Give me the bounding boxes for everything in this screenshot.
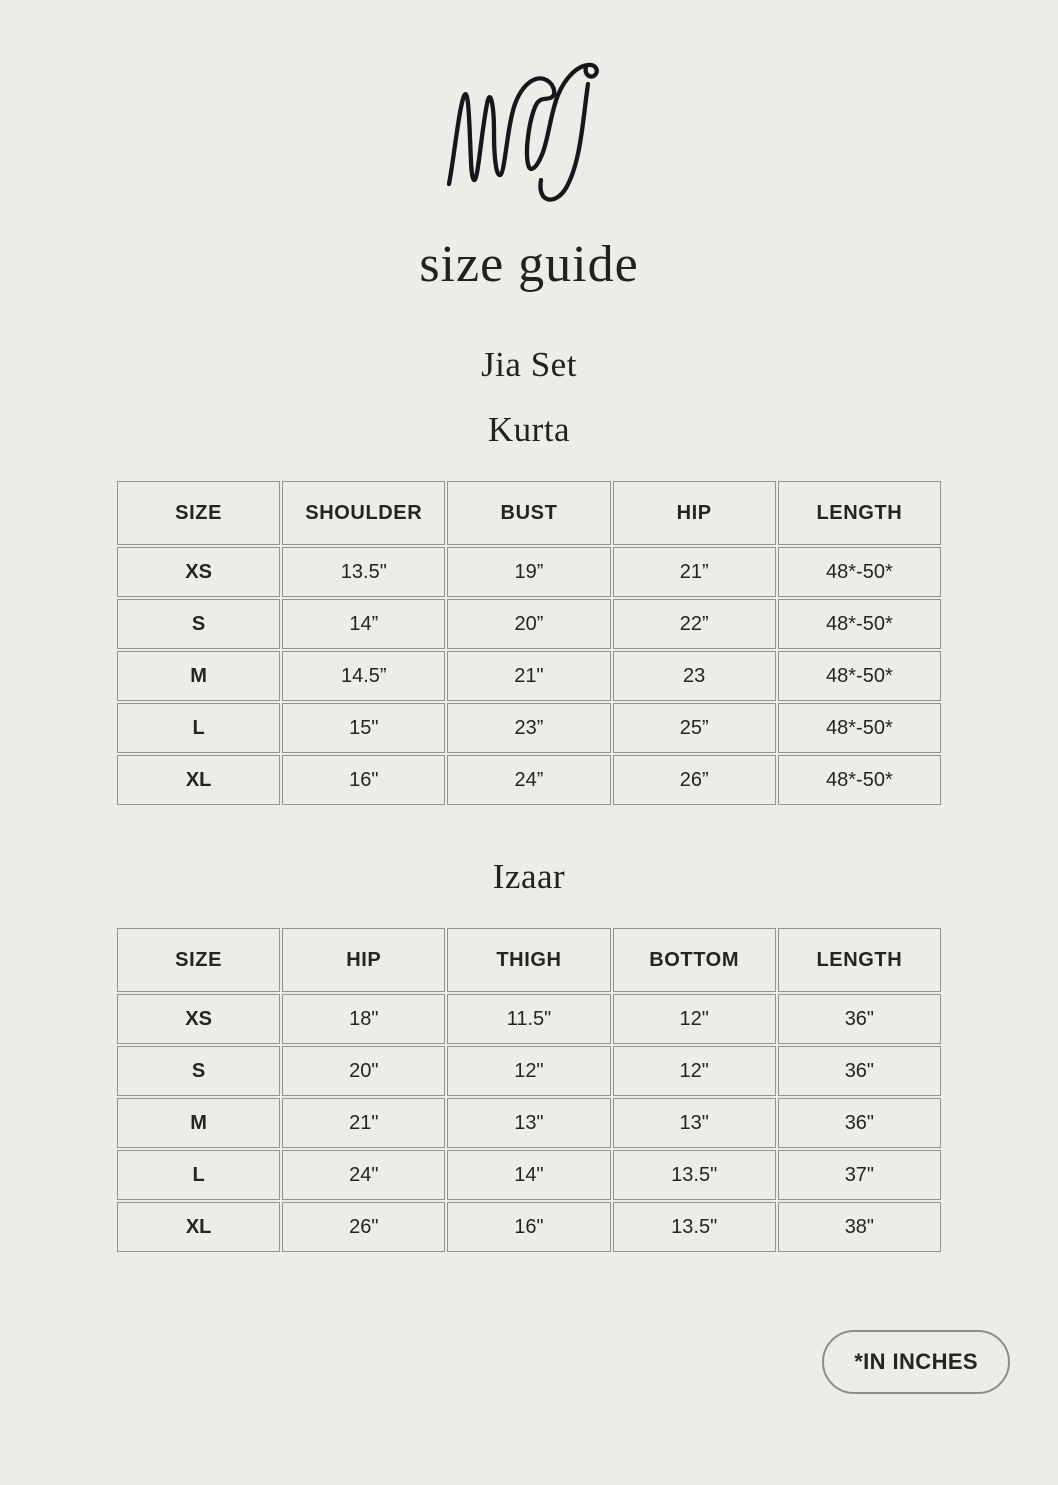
table-row (117, 547, 941, 597)
measurement-cell: 21" (447, 651, 610, 701)
measurement-cell: 24” (447, 755, 610, 805)
column-header: SIZE (117, 928, 280, 992)
header-row (117, 481, 941, 545)
units-note-label: *IN INCHES (854, 1349, 978, 1374)
measurement-cell: 14.5” (282, 651, 445, 701)
brand-signature-icon (445, 62, 613, 213)
measurement-cell: 13.5" (282, 547, 445, 597)
measurement-cell: 23” (447, 703, 610, 753)
measurement-cell: 11.5" (447, 994, 610, 1044)
section-title-izaar: Izaar (492, 857, 566, 896)
table-row (117, 755, 941, 805)
measurement-cell: 36" (778, 994, 941, 1044)
column-header: HIP (613, 481, 776, 545)
table-row (117, 703, 941, 753)
measurement-cell: 13.5" (613, 1202, 776, 1252)
brand-logo (0, 0, 1058, 213)
measurement-cell: 13" (447, 1098, 610, 1148)
measurement-cell: 25” (613, 703, 776, 753)
measurement-cell: 20" (282, 1046, 445, 1096)
table-row (117, 651, 941, 701)
kurta-size-table (115, 479, 943, 807)
measurement-cell: 13" (613, 1098, 776, 1148)
size-label-cell: L (117, 703, 280, 753)
measurement-cell: 12" (613, 994, 776, 1044)
units-note-badge (822, 1330, 1010, 1394)
measurement-cell: 48*-50* (778, 599, 941, 649)
measurement-cell: 38" (778, 1202, 941, 1252)
measurement-cell: 48*-50* (778, 547, 941, 597)
section-title-kurta: Kurta (487, 410, 571, 449)
measurement-cell: 26” (613, 755, 776, 805)
collection-title: Jia Set (481, 345, 577, 384)
table-row (117, 599, 941, 649)
measurement-cell: 19” (447, 547, 610, 597)
column-header: HIP (282, 928, 445, 992)
size-label-cell: L (117, 1150, 280, 1200)
measurement-cell: 12" (613, 1046, 776, 1096)
measurement-cell: 20” (447, 599, 610, 649)
measurement-cell: 48*-50* (778, 755, 941, 805)
measurement-cell: 36" (778, 1046, 941, 1096)
size-label-cell: M (117, 651, 280, 701)
column-header: SIZE (117, 481, 280, 545)
measurement-cell: 23 (613, 651, 776, 701)
izaar-size-table (115, 926, 943, 1254)
column-header: LENGTH (778, 481, 941, 545)
measurement-cell: 14" (447, 1150, 610, 1200)
column-header: BOTTOM (613, 928, 776, 992)
column-header: BUST (447, 481, 610, 545)
measurement-cell: 26" (282, 1202, 445, 1252)
page-title: size guide (419, 236, 639, 293)
measurement-cell: 36" (778, 1098, 941, 1148)
measurement-cell: 37" (778, 1150, 941, 1200)
column-header: SHOULDER (282, 481, 445, 545)
measurement-cell: 48*-50* (778, 703, 941, 753)
size-label-cell: S (117, 599, 280, 649)
table-row (117, 1098, 941, 1148)
measurement-cell: 16" (282, 755, 445, 805)
table-row (117, 1046, 941, 1096)
measurement-cell: 18" (282, 994, 445, 1044)
measurement-cell: 13.5" (613, 1150, 776, 1200)
header-row (117, 928, 941, 992)
measurement-cell: 48*-50* (778, 651, 941, 701)
measurement-cell: 12" (447, 1046, 610, 1096)
table-row (117, 994, 941, 1044)
measurement-cell: 14” (282, 599, 445, 649)
table-row (117, 1150, 941, 1200)
measurement-cell: 22” (613, 599, 776, 649)
size-label-cell: XL (117, 755, 280, 805)
measurement-cell: 24" (282, 1150, 445, 1200)
column-header: THIGH (447, 928, 610, 992)
size-label-cell: XL (117, 1202, 280, 1252)
measurement-cell: 15" (282, 703, 445, 753)
column-header: LENGTH (778, 928, 941, 992)
measurement-cell: 21” (613, 547, 776, 597)
size-label-cell: S (117, 1046, 280, 1096)
measurement-cell: 21" (282, 1098, 445, 1148)
measurement-cell: 16" (447, 1202, 610, 1252)
size-label-cell: M (117, 1098, 280, 1148)
size-label-cell: XS (117, 994, 280, 1044)
table-row (117, 1202, 941, 1252)
size-label-cell: XS (117, 547, 280, 597)
